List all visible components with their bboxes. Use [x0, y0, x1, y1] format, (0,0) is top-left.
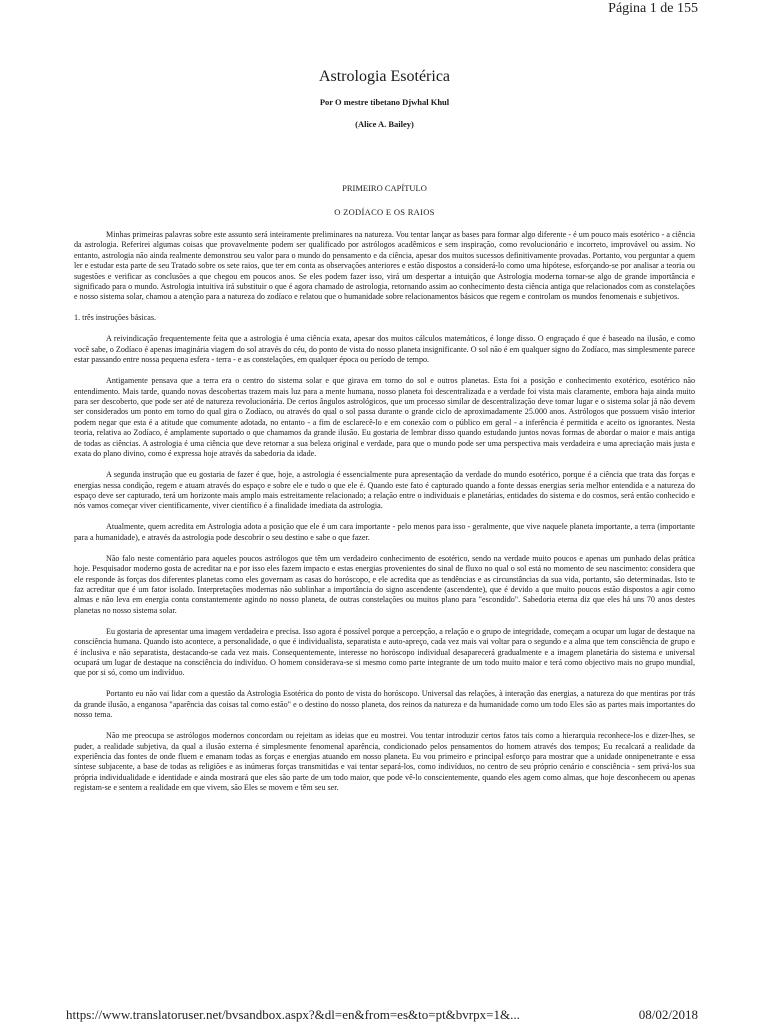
- paragraph: A reivindicação frequentemente feita que a astrologia é uma ciência exata, apesar dos muitos cálculos matemáticos, é longe disso. O engraçado é que é baseado na ilusão, e como você sabe, o Zodíaco é apenas imaginária viagem do sol através do céu, do ponto de vista do nosso planeta insignificante. O sol não é em qualquer signo do Zodíaco, mas simplesmente parece estar passando entre nossa pequena esfera - terra - e as constelações, em qualquer época ou período de tempo.: [74, 334, 695, 365]
- paragraph: Antigamente pensava que a terra era o centro do sistema solar e que girava em torno do sol e outros planetas. Esta foi a posição e conhecimento exotérico, esotérico não entendimento. Mais tarde, quando novas descobertas trazem mais luz para a mente humana, nosso planeta foi descentralizada e a verdade foi vista mais claramente, embora haja ainda muito para ser descoberto, que pode ser até de natureza revolucionária. De certos ângulos astrológicos, que um processo similar de descentralização deve tomar lugar e o sistema solar já não devem ser considerados um ponto em torno do qual gira o Zodíaco, ou através do qual o sol passa durante o grande ciclo de aproximadamente 25.000 anos. Astrólogos que possuem visão interior podem negar que esta é a atitude que comumente adotada, no entanto - a fim de esclarecê-lo e em conexão com o público em geral - a inferência é permitida e aceito os ignorantes. Nesta teoria, relativa ao Zodíaco, é amplamente suportado o que chamamos da grande ilusão. Eu gostaria de lembrar disso quando estudando juntos novas formas de abordar o maior e mais antiga de todas as ciências. A astrologia é uma ciência que deve retornar a sua beleza original e verdade, para que o mundo pode ser uma perspectiva mais verdadeira e uma apreciação mais justa e exata do plano divino, como é expressa hoje através da sabedoria da idade.: [74, 376, 695, 459]
- section-label: 1. três instruções básicas.: [74, 313, 157, 323]
- paragraph: Eu gostaria de apresentar uma imagem verdadeira e precisa. Isso agora é possível porque a percepção, a relação e o grupo de integridade, começam a ocupar um lugar de destaque na consciência humana. Quando isto acontece, a personalidade, o que é individualista, separatista e auto-apreço, cada vez mais vai voltar para o segundo e a alma que tem consciência de grupo e é inclusiva e não separatista, destacando-se cada vez mais. Consequentemente, interesse no horóscopo individual desaparecerá gradualmente e a imagem planetária do sistema e universal ocupará um lugar de destaque na consciência do indivíduo. O homem considerava-se si mesmo como parte integrante de um todo muito maior e terá como objectivo mais no grupo mundial, que por si só, como um indivíduo.: [74, 626, 695, 678]
- document-title: Astrologia Esotérica: [318, 68, 451, 85]
- paragraph: Portanto eu não vai lidar com a questão da Astrologia Esotérica do ponto de vista do horóscopo. Universal das relações, à interação das energias, a natureza do que mentiras por trás da grande ilusão, a enganosa "aparência das coisas tal como estão" e o destino do nosso planeta, dos reinos da natureza e da humanidade como um todo Eles são as partes mais importantes do nosso tema.: [74, 689, 695, 720]
- print-date: 08/02/2018: [638, 1007, 698, 1022]
- paragraph: Minhas primeiras palavras sobre este assunto será inteiramente preliminares na natureza. Vou tentar lançar as bases para formar algo diferente - é um pouco mais esotérico - a ciência da astrologia. Referirei algumas coisas que provavelmente podem ser qualificado por astrólogos acadêmicos e sem inspiração, como revolucionário e incorreto, improvável ou assim. No entanto, astrologia não ainda realmente demonstrou seu valor para o mundo do pensamento e da ciência, apesar dos muitos sucessos definitivamente provadas. Portanto, vou perguntar a quem ler e estudar esta parte de seu Tratado sobre os sete raios, que ter em conta as observações anteriores e estão dispostos a considerá-lo como uma hipótese, esforçando-se por analisar a teoria ou sugestões e verificar as conclusões a que chegou em poucos anos. Se eles podem fazer isso, virá um despertar a intuição que Astrologia moderna tornar-se algo de grande importância e significado para o mundo. Astrologia intuitiva irá substituir o que é agora chamado de astrologia, retornando assim ao conhecimento desta ciência antiga que relacionados com as constelações e nosso sistema solar, chamou a atenção para a natureza do zodíaco e relatou que o humanidade sobre relacionamentos básicos que regem e controlam os mundos fenomenais e subjetivos.: [74, 230, 695, 302]
- chapter-heading: PRIMEIRO CAPÍTULO: [342, 183, 427, 193]
- author-line: Por O mestre tibetano Djwhal Khul: [319, 97, 450, 107]
- paragraph: Não falo neste comentário para aqueles poucos astrólogos que têm um verdadeiro conhecimento de esotérico, sendo na verdade muito poucos e apenas um punhado delas prática hoje. Pesquisador moderno gosta de acreditar na e por isso eles fazem impacto e estas energias provenientes do sinal de fluxo no qual o sol está no momento de seu nascimento: considera que ele responde às forças dos diferentes planetas como eles governam as casas do horóscopo, e ele acredita que as tendências e as circunstâncias da sua vida, portanto, são determinadas. Isto te faz acreditar que é um fator isolado. Interpretações modernas não sublinhar a importância do signo ascendente (ascendente), que é devido a que muito poucos estão dispostos a agir como almas e não leva em energia conta constantemente agindo no nosso planeta, de outras constelações ou muitos plano para "escondido". Sabedoria eterna diz que eles há uns 70 anos destes planetas no nosso sistema solar.: [74, 553, 695, 615]
- paragraph: Atualmente, quem acredita em Astrologia adota a posição que ele é um cara importante - pelo menos para isso - geralmente, que vive naquele planeta importante, a terra (importante para a humanidade), e através da astrologia pode descobrir o seu destino e sabe o que fazer.: [74, 522, 695, 542]
- paragraph: Não me preocupa se astrólogos modernos concordam ou rejeitam as ideias que eu mostrei. Vou tentar introduzir certos fatos tais como a hierarquia reconhece-los e dizer-lhes, se puder, a realidade subjetiva, da qual a ilusão externa é simplesmente fenomenal aparência, condicionado pelos pensamentos do homem através dos tempos; Eu recalcará a realidade da experiência das fontes de onde fluem e emanam todas as forças e energias atuando em nosso planeta. Eu vou primeiro e principal esforço para mostrar que a unidade onnipenetrante e essa síntese subjacente, a base de todas as religiões e as inúmeras forças transmitidas e vai tentar separá-los, como indivíduos, no centro de seu próprio cenário e consciência - sem privá-los sua própria individualidade e identidade e ainda mostrará que eles são parte de um todo maior, que pode vê-lo conscientemente, quando eles agem como almas, que hoje desconhecem ou apenas registam-se e sentem a realidade em que vivem, são Eles se movem e têm seu ser.: [74, 731, 695, 793]
- document-body: [74, 66, 695, 804]
- page-indicator: Página 1 de 155: [608, 1, 698, 16]
- scribe-line: (Alice A. Bailey): [355, 119, 414, 129]
- source-url: https://www.translatoruser.net/bvsandbox.aspx?&dl=en&from=es&to=pt&bvrpx=1&...: [66, 1007, 520, 1022]
- paragraph: A segunda instrução que eu gostaria de fazer é que, hoje, a astrologia é essencialmente pura apresentação da verdade do mundo esotérico, porque é a ciência que trata das forças e energias nessa condição, regem e atuam através do espaço e sobre ele e tudo o que ele é. Quando este fato é capturado quando a fonte dessas energias seria melhor entendida e a natureza do espaço deve ser capturado, terá um horizonte mais amplo mais estreitamente relacionado; a relação entre o individuais e planetárias, entidades do sistema e do cosmos, será então conhecido e nós vamos começar viver cientificamente, viver científico é a finalidade imediata da astrologia.: [74, 470, 695, 511]
- page-footer: [66, 1006, 698, 1024]
- chapter-title: O ZODÍACO E OS RAIOS: [334, 207, 435, 217]
